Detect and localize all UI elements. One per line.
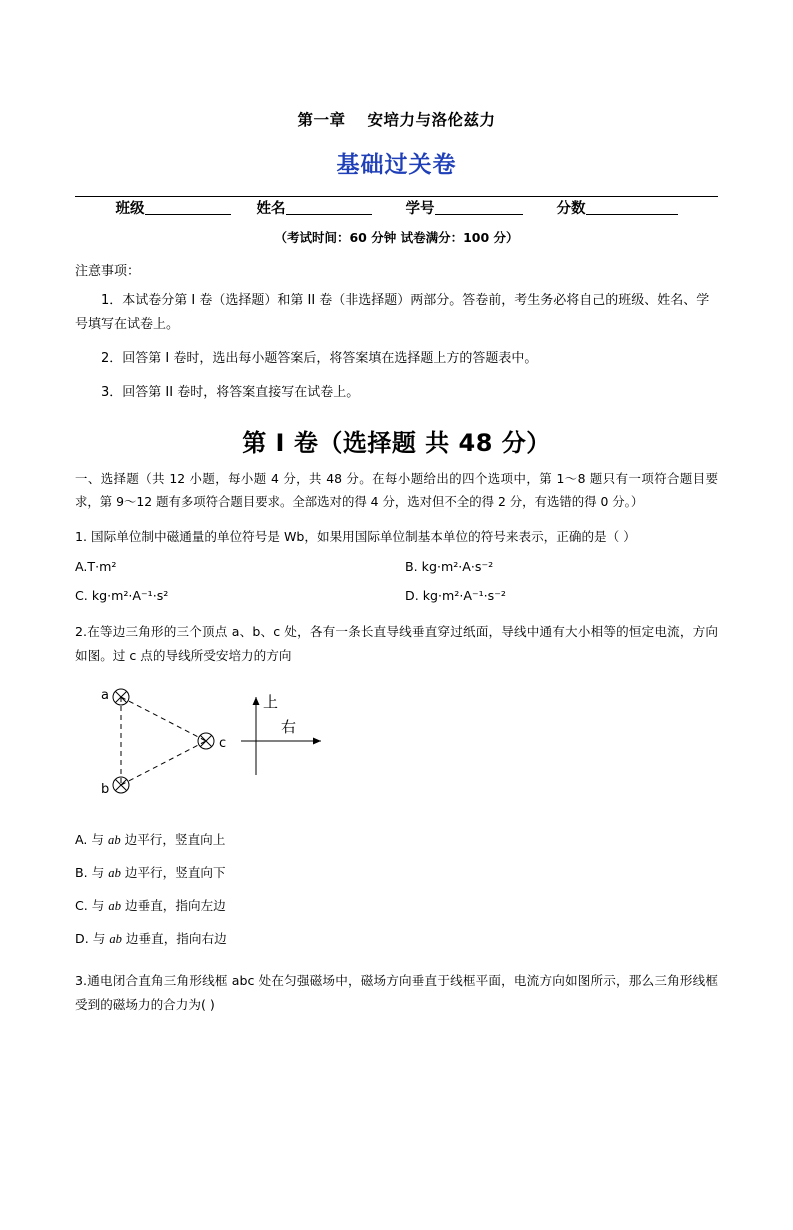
figure-label-c: c (219, 735, 227, 751)
question-2-figure (75, 675, 718, 815)
figure-label-a: a (101, 687, 109, 703)
field-class (116, 197, 231, 218)
question-1-options-row-2 (75, 588, 718, 608)
question-2-text (75, 620, 718, 669)
question-1-option-b-text: kg·m²·A·s⁻² (421, 558, 494, 574)
question-1-option-d[interactable] (405, 588, 506, 603)
question-1-option-b[interactable] (405, 559, 493, 574)
header-divider-rule (75, 196, 718, 197)
field-student-number (406, 197, 523, 218)
question-1-number: 1. (75, 529, 88, 545)
question-1-option-c-text: kg·m²·A⁻¹·s² (91, 587, 169, 603)
figure-label-right: 右 (281, 717, 297, 736)
question-1-option-c-label: C. (75, 587, 88, 603)
figure-label-b: b (101, 781, 110, 797)
question-2-option-d[interactable]: D. 与 ab 边垂直，指向右边 (75, 930, 227, 946)
field-name (257, 197, 372, 218)
chapter-title-left: 第一章 (297, 111, 346, 129)
question-2-option-c-label: C. (75, 897, 88, 913)
question-1-option-d-text: kg·m²·A⁻¹·s⁻² (422, 587, 506, 603)
question-1-option-a[interactable] (75, 559, 116, 574)
notice-item-3: 3．回答第 II 卷时，将答案直接写在试卷上。 (101, 385, 360, 401)
three-wire-triangle-diagram (81, 675, 501, 815)
question-1-text (75, 525, 718, 550)
field-score-blank[interactable] (586, 199, 678, 215)
field-score-label: 分数 (556, 201, 586, 217)
notice-item-2: 2．回答第 I 卷时，选出每小题答案后，将答案填在选择题上方的答题表中。 (101, 351, 538, 367)
question-2-option-d-label: D. (75, 930, 89, 946)
chapter-title-right: 安培力与洛伦兹力 (367, 111, 496, 129)
question-1-option-a-text: T·m² (87, 558, 117, 574)
question-2-option-b-label: B. (75, 864, 88, 880)
field-name-label: 姓名 (256, 201, 286, 217)
question-2-option-a[interactable]: A. 与 ab 边平行，竖直向上 (75, 831, 226, 847)
exam-info-line: （考试时间：60 分钟 试卷满分：100 分） (274, 230, 519, 245)
field-score (557, 197, 678, 218)
field-student-number-label: 学号 (405, 201, 435, 217)
student-info-fields (75, 197, 718, 218)
figure-label-up: 上 (263, 692, 279, 711)
notice-item-1: 1．本试卷分第 I 卷（选择题）和第 II 卷（非选择题）两部分。答卷前，考生务必将自己的班级、姓名、学号填写在试卷上。 (75, 293, 710, 333)
exam-page (0, 108, 793, 1230)
chapter-title (75, 108, 718, 130)
section-one-intro: 一、选择题（共 12 小题，每小题 4 分，共 48 分。在每小题给出的四个选项中，第 1～8 题只有一项符合题目要求，第 9～12 题有多项符合题目要求。全部选对的得 4 分，选对但不全的得 2 分，有选错的得 0 分。） (75, 471, 718, 510)
question-2-body: 在等边三角形的三个顶点 a、b、c 处，各有一条长直导线垂直穿过纸面，导线中通有大小相等的恒定电流，方向如图。过 c 点的导线所受安培力的方向 (75, 623, 718, 664)
question-1-body: 国际单位制中磁通量的单位符号是 Wb，如果用国际单位制基本单位的符号来表示，正确的是（ ） (91, 529, 636, 545)
question-1-options-row-1 (75, 559, 718, 579)
exam-title: 基础过关卷 (336, 152, 457, 178)
question-3-text (75, 969, 718, 1018)
field-name-blank[interactable] (286, 199, 372, 215)
question-1-option-b-label: B. (405, 558, 418, 574)
question-2-option-a-label: A. (75, 831, 88, 847)
notice-heading: 注意事项： (75, 264, 141, 279)
question-3-number: 3. (75, 972, 88, 988)
field-student-number-blank[interactable] (435, 199, 523, 215)
question-3-body: 通电闭合直角三角形线框 abc 处在匀强磁场中，磁场方向垂直于线框平面，电流方向如图所示，那么三角形线框受到的磁场力的合力为( ) (75, 972, 718, 1013)
question-1-option-d-label: D. (405, 587, 419, 603)
question-2-option-c[interactable]: C. 与 ab 边垂直，指向左边 (75, 897, 226, 913)
question-2-option-b[interactable]: B. 与 ab 边平行，竖直向下 (75, 864, 226, 880)
question-1-option-c[interactable] (75, 588, 168, 603)
field-class-label: 班级 (115, 201, 145, 217)
part-one-title: 第 I 卷（选择题 共 48 分） (242, 429, 551, 458)
field-class-blank[interactable] (145, 199, 231, 215)
question-1-option-a-label: A. (75, 558, 88, 574)
question-2-number: 2. (75, 623, 88, 639)
